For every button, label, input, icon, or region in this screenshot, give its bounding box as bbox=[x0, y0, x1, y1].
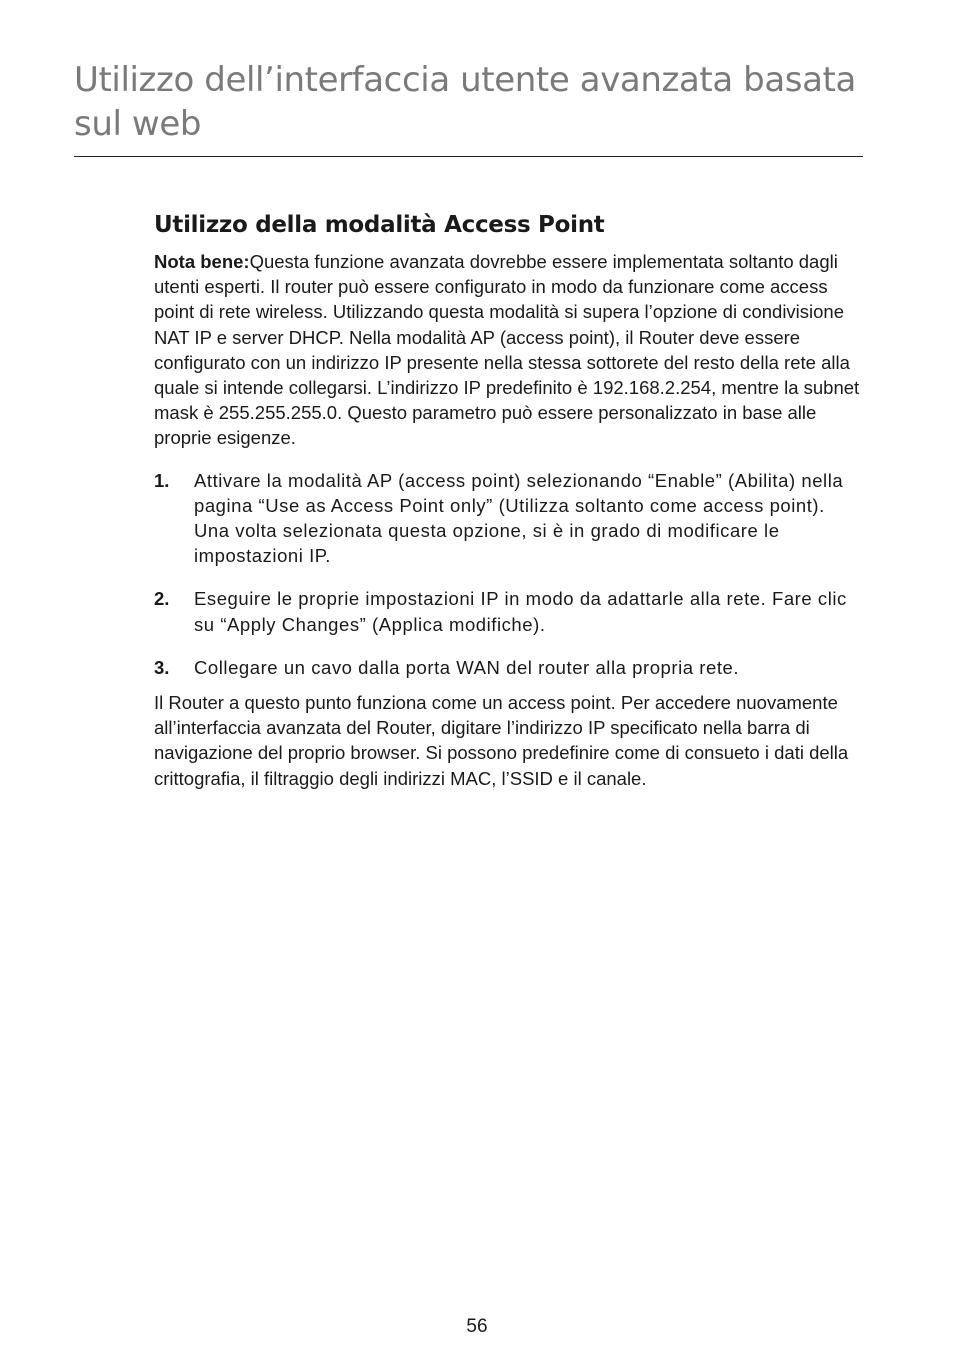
step-number: 1. bbox=[154, 469, 170, 491]
section-title: Utilizzo della modalità Access Point bbox=[154, 212, 605, 238]
step-number: 3. bbox=[154, 656, 170, 678]
note-label: Nota bene: bbox=[154, 251, 250, 272]
step-number: 2. bbox=[154, 588, 170, 610]
step-item bbox=[154, 586, 862, 636]
note-paragraph bbox=[154, 249, 862, 451]
step-text: Attivare la modalità AP (access point) selezionando “Enable” (Abilita) nella pagina “Use as Access Point only” (Utilizza soltanto come access point). Una volta selezionata questa opzione, si è in grado di modificare le impostazioni IP. bbox=[194, 469, 844, 567]
page-number: 56 bbox=[466, 1316, 488, 1337]
steps-list bbox=[154, 468, 862, 680]
closing-paragraph: Il Router a questo punto funziona come un access point. Per accedere nuovamente all’interfaccia avanzata del Router, digitare l’indirizzo IP specificato nella barra di navigazione del proprio browser. Si possono predefinire come di consueto i dati della crittografia, il filtraggio degli indirizzi MAC, l’SSID e il canale. bbox=[154, 692, 849, 789]
step-item bbox=[154, 655, 862, 680]
page-header bbox=[74, 58, 863, 146]
step-item bbox=[154, 468, 862, 569]
main-content bbox=[154, 208, 862, 791]
page-title: Utilizzo dell’interfaccia utente avanzata basata sul web bbox=[74, 60, 856, 144]
note-text: Questa funzione avanzata dovrebbe essere implementata soltanto dagli utenti esperti. Il router può essere configurato in modo da funzionare come access point di rete wireless. Utilizzando questa modalità si supera l’opzione di condivisione NAT IP e server DHCP. Nella modalità AP (access point), il Router deve essere configurato con un indirizzo IP presente nella stessa sottorete del resto della rete alla quale si intende collegarsi. L’indirizzo IP predefinito è 192.168.2.254, mentre la subnet mask è 255.255.255.0. Questo parametro può essere personalizzato in base alle proprie esigenze. bbox=[154, 251, 860, 449]
step-text: Eseguire le proprie impostazioni IP in modo da adattarle alla rete. Fare clic su “Apply Changes” (Applica modifiche). bbox=[194, 588, 847, 635]
header-divider bbox=[74, 156, 863, 157]
step-text: Collegare un cavo dalla porta WAN del router alla propria rete. bbox=[194, 656, 740, 678]
